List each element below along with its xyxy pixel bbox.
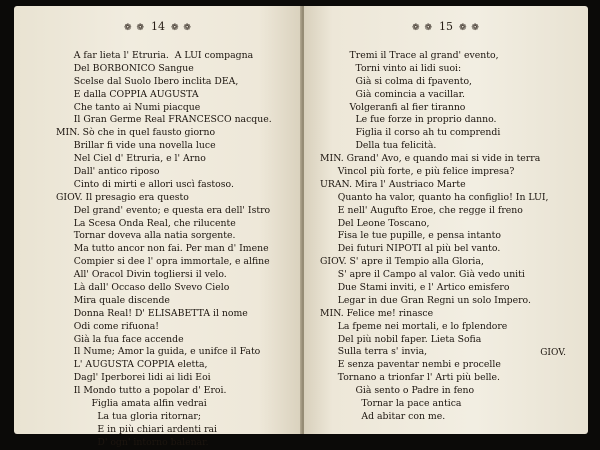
right-ornament-right: ❁ ❁ xyxy=(459,23,480,33)
verse-line: L' AUGUSTA COPPIA eletta, xyxy=(56,359,208,371)
verse-line: All' Oracol Divin togliersi il velo. xyxy=(56,269,227,281)
left-page-text xyxy=(56,50,272,450)
verse-line: Del BORBONICO Sangue xyxy=(56,62,194,74)
verse-line: Compier si dee l' opra immortale, e alfine xyxy=(56,256,270,268)
verse-line: Legar in due Gran Regni un solo Impero. xyxy=(320,294,531,306)
verse-line: Ma tutto ancor non fai. Per man d' Imene xyxy=(56,243,269,255)
verse-line: Già comincia a vacillar. xyxy=(320,88,465,100)
verse-line: Fisa le tue pupille, e pensa intanto xyxy=(320,230,501,242)
verse-line: Figlia amata alfin vedrai xyxy=(56,398,207,410)
verse-line: Torni vinto ai lidi suoi: xyxy=(320,62,462,74)
catchword: GIOV. xyxy=(540,348,566,358)
left-ornament: ❁ ❁ xyxy=(124,23,145,33)
verse-line: Le fue forze in proprio danno. xyxy=(320,114,497,126)
verse-line: D' ogn' intorno balenar. xyxy=(56,436,209,448)
left-page-header xyxy=(14,20,302,33)
right-page-header xyxy=(304,20,588,33)
verse-line: Odi come rifuona! xyxy=(56,320,160,332)
verse-line: Mira quale discende xyxy=(56,294,170,306)
verse-line: E senza paventar nembi e procelle xyxy=(320,359,501,371)
verse-line: Cinto di mirti e allori uscì fastoso. xyxy=(56,178,234,190)
verse-line: E in più chiari ardenti rai xyxy=(56,423,218,435)
verse-line: Tornar doveva alla natia sorgente. xyxy=(56,230,236,242)
verse-line: La Scesa Onda Real, che rilucente xyxy=(56,217,236,229)
book-spread xyxy=(14,6,588,448)
verse-line: Sulla terra s' invia, xyxy=(320,346,428,358)
verse-line: Della tua felicità. xyxy=(320,140,437,152)
verse-line: La fpeme nei mortali, e lo fplendore xyxy=(320,320,508,332)
verse-line: MIN. Sò che in quel fausto giorno xyxy=(56,127,216,139)
verse-line: Nel Ciel d' Etruria, e l' Arno xyxy=(56,153,206,165)
verse-line: Del Leone Toscano, xyxy=(320,217,430,229)
verse-line: Il Mondo tutto a popolar d' Eroi. xyxy=(56,385,227,397)
right-ornament: ❁ ❁ xyxy=(412,23,433,33)
verse-line: Tremi il Trace al grand' evento, xyxy=(320,50,499,61)
verse-line: Dall' antico riposo xyxy=(56,166,160,178)
left-ornament-right: ❁ ❁ xyxy=(171,23,192,33)
verse-line: Brillar fi vide una novella luce xyxy=(56,140,216,152)
verse-line: GIOV. Il presagio era questo xyxy=(56,191,189,203)
verse-line: Vincol più forte, e più felice impresa? xyxy=(320,166,515,178)
left-page-number: 14 xyxy=(151,20,165,33)
right-page xyxy=(304,6,588,434)
verse-line: Tornano a trionfar l' Arti più belle. xyxy=(320,372,500,384)
verse-line: Figlia il corso ah tu comprendi xyxy=(320,127,501,139)
right-page-number: 15 xyxy=(439,20,453,33)
verse-line: Già la fua face accende xyxy=(56,333,184,345)
verse-line: Del più nobil faper. Lieta Sofia xyxy=(320,333,482,345)
verse-line: Il Gran Germe Real FRANCESCO nacque. xyxy=(56,114,272,126)
left-page xyxy=(14,6,302,448)
verse-line: A far lieta l' Etruria. A LUI compagna xyxy=(56,50,254,61)
verse-line: Che tanto ai Numi piacque xyxy=(56,101,201,113)
verse-line: Là dall' Occaso dello Svevo Cielo xyxy=(56,282,230,294)
right-page-text xyxy=(320,50,549,424)
verse-line: MIN. Felice me! rinasce xyxy=(320,307,434,319)
verse-line: URAN. Mira l' Austriaco Marte xyxy=(320,178,466,190)
verse-line: Già si colma di fpavento, xyxy=(320,75,472,87)
verse-line: Dagl' Iperborei lidi ai lidi Eoi xyxy=(56,372,211,384)
verse-line: Dei futuri NIPOTI al più bel vanto. xyxy=(320,243,501,255)
verse-line: Scelse dal Suolo Ibero inclita DEA, xyxy=(56,75,239,87)
verse-line: E nell' Augufto Eroe, che regge il freno xyxy=(320,204,523,216)
verse-line: GIOV. S' apre il Tempio alla Gloria, xyxy=(320,256,484,268)
verse-line: La tua gloria ritornar; xyxy=(56,410,202,422)
verse-line: Già sento o Padre in feno xyxy=(320,385,475,397)
verse-line: Due Stami inviti, e l' Artico emisfero xyxy=(320,282,510,294)
verse-line: Tornar la pace antica xyxy=(320,398,462,410)
verse-line: Ad abitar con me. xyxy=(320,410,446,422)
verse-line: Donna Real! D' ELISABETTA il nome xyxy=(56,307,248,319)
verse-line: Volgeranfi al fier tiranno xyxy=(320,101,466,113)
verse-line: MIN. Grand' Avo, e quando mai si vide in terra xyxy=(320,153,541,165)
verse-line: E dalla COPPIA AUGUSTA xyxy=(56,88,199,100)
verse-line: Del grand' evento; e questa era dell' Istro xyxy=(56,204,271,216)
verse-line: Quanto ha valor, quanto ha configlio! In LUI, xyxy=(320,191,549,203)
verse-line: Il Nume; Amor la guida, e unifce il Fato xyxy=(56,346,261,358)
verse-line: S' apre il Campo al valor. Già vedo uniti xyxy=(320,269,525,281)
